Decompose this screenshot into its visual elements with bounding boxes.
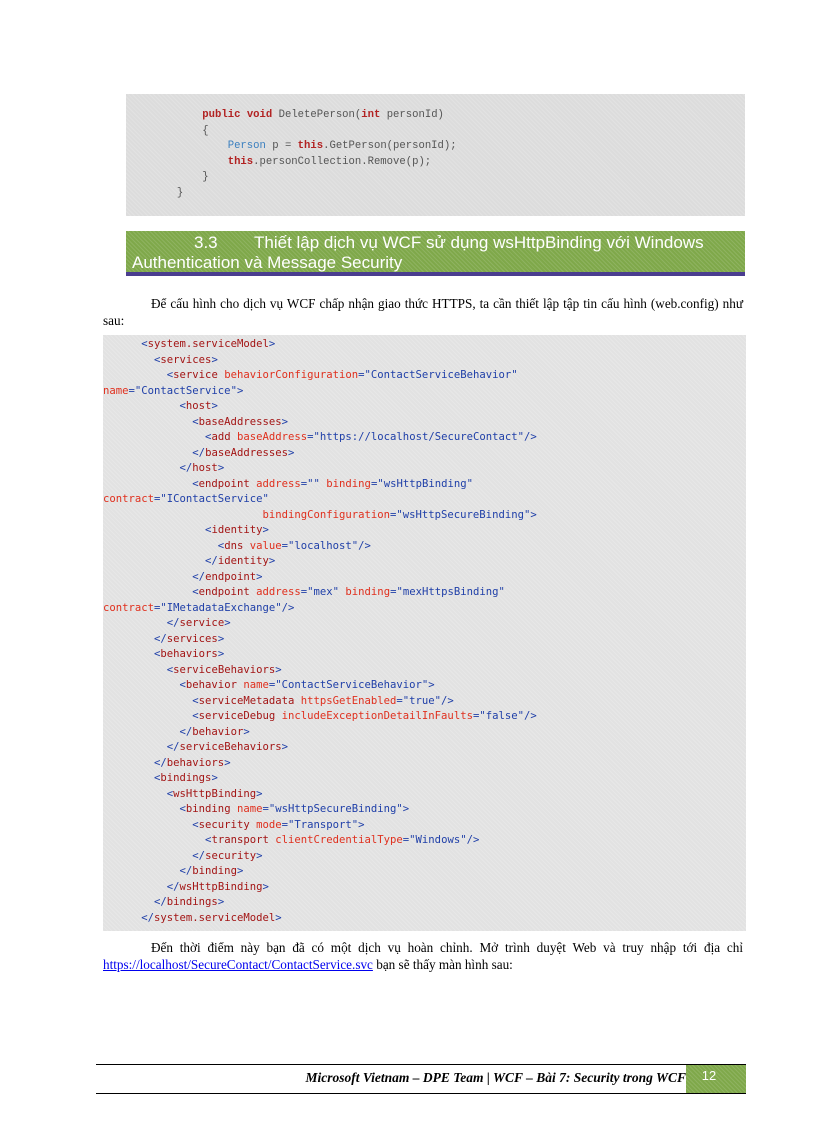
code-line: </identity>: [103, 555, 276, 567]
code-line: }: [126, 186, 184, 199]
code-line: this.personCollection.Remove(p);: [227, 155, 432, 168]
code-line: <system.serviceModel>: [103, 338, 276, 350]
paragraph-text-start: Đến thời điểm này bạn đã có một dịch vụ hoàn chỉnh. Mở trình duyệt Web và truy nhập tới địa chỉ: [151, 940, 743, 955]
code-line: <service behaviorConfiguration="ContactServiceBehavior": [103, 369, 518, 381]
code-line: </service>: [103, 617, 231, 629]
code-line: </host>: [103, 462, 225, 474]
section-number: 3.3: [194, 233, 218, 252]
code-line: </bindings>: [103, 896, 225, 908]
code-line: <add baseAddress="https://localhost/SecureContact"/>: [103, 431, 537, 443]
code-line: <security mode="Transport">: [103, 818, 365, 831]
page-number: [686, 1065, 746, 1093]
code-line: </baseAddresses>: [103, 446, 295, 459]
code-line: <wsHttpBinding>: [103, 787, 263, 800]
code-line: contract="IContactService": [103, 493, 269, 505]
code-line: Person p = this.GetPerson(personId);: [227, 140, 457, 152]
code-line: <behaviors>: [103, 648, 225, 660]
code-line: </system.serviceModel>: [103, 911, 282, 924]
code-text: [103, 335, 746, 926]
code-line: <baseAddresses>: [103, 415, 288, 428]
service-url-link[interactable]: https://localhost/SecureContact/ContactService.svc: [103, 956, 373, 972]
code-line: public void DeletePerson(int personId): [202, 109, 444, 121]
code-text: [126, 94, 745, 201]
code-block-xml-config: [103, 335, 746, 931]
outro-paragraph: [103, 940, 743, 973]
code-line: <binding name="wsHttpSecureBinding">: [103, 803, 410, 815]
code-line: }: [126, 171, 209, 183]
code-line: <services>: [103, 353, 218, 366]
code-line: <serviceBehaviors>: [103, 663, 282, 676]
code-line: bindingConfiguration="wsHttpSecureBinding">: [262, 508, 537, 521]
paragraph-text: Để cấu hình cho dịch vụ WCF chấp nhận giao thức HTTPS, ta cần thiết lập tập tin cấu hình (web.config) như sau:: [103, 296, 743, 328]
code-line: <identity>: [103, 524, 269, 536]
code-line: </behaviors>: [103, 756, 231, 769]
code-line: <behavior name="ContactServiceBehavior">: [103, 679, 435, 691]
code-line: </binding>: [103, 865, 244, 877]
page-number-text: 12: [701, 1068, 717, 1083]
code-line: <dns value="localhost"/>: [103, 539, 371, 552]
code-line: name="ContactService">: [103, 384, 244, 397]
footer-rule-top: [96, 1064, 746, 1065]
code-line: </services>: [103, 632, 225, 645]
code-line: <transport clientCredentialType="Windows"/>: [103, 834, 480, 846]
paragraph-text: [103, 940, 743, 973]
section-heading: [126, 231, 745, 276]
footer-text: Microsoft Vietnam – DPE Team | WCF – Bài 7: Security trong WCF: [305, 1070, 686, 1085]
footer-rule-bottom: [96, 1093, 746, 1094]
code-line: </security>: [103, 849, 263, 862]
code-line: <bindings>: [103, 772, 218, 784]
code-line: <host>: [103, 400, 218, 412]
paragraph-text-end: bạn sẽ thấy màn hình sau:: [372, 956, 513, 972]
code-line: </behavior>: [103, 725, 250, 738]
code-line: contract="IMetadataExchange"/>: [103, 601, 295, 614]
section-title: Thiết lập dịch vụ WCF sử dụng wsHttpBinding với Windows Authentication và Message Security: [132, 233, 704, 272]
code-line: {: [126, 124, 209, 137]
code-line: </endpoint>: [103, 570, 263, 583]
code-line: <endpoint address="mex" binding="mexHttpsBinding": [103, 586, 505, 598]
code-line: </serviceBehaviors>: [103, 741, 288, 753]
code-line: <serviceMetadata httpsGetEnabled="true"/>: [103, 694, 454, 707]
intro-paragraph: [103, 296, 743, 329]
code-line: <serviceDebug includeExceptionDetailInFaults="false"/>: [103, 710, 537, 722]
code-line: <endpoint address="" binding="wsHttpBinding": [103, 477, 473, 490]
code-line: </wsHttpBinding>: [103, 880, 269, 893]
code-block-csharp: [126, 94, 745, 216]
